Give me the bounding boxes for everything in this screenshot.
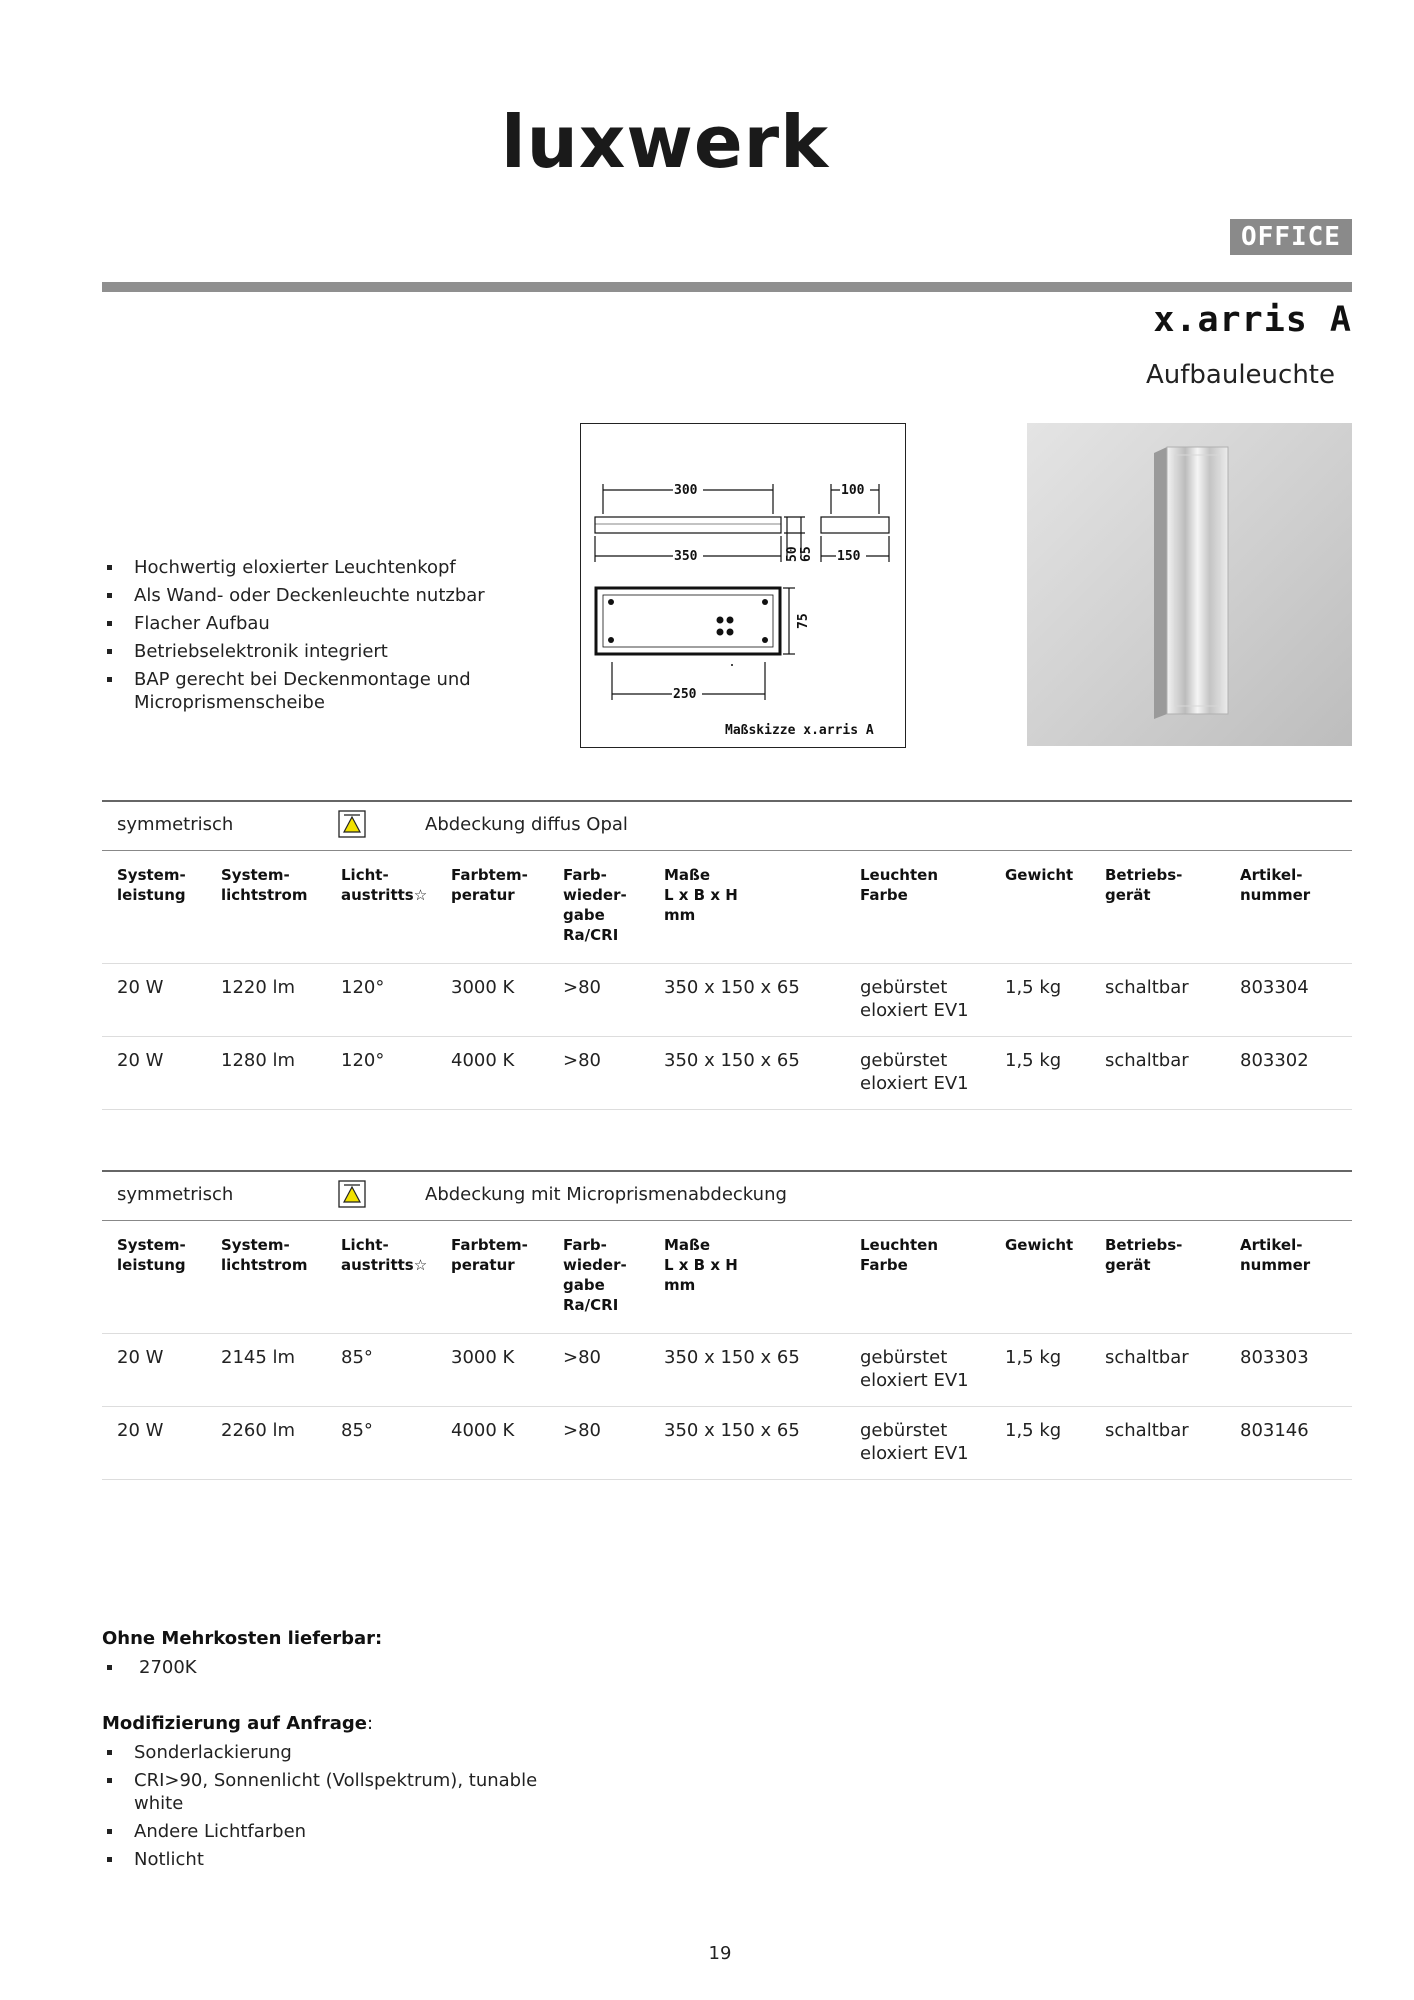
product-table-microprism [102,1170,1352,1480]
col-header: System- lichtstrom [221,1236,308,1274]
cover-label: Abdeckung diffus Opal [425,814,628,835]
col-header: Leuchten Farbe [860,1236,939,1274]
sketch-caption: Maßskizze x.arris A [725,723,874,738]
table-caption-bar [102,1170,1352,1221]
dim-65: 65 [799,546,814,562]
cover-label: Abdeckung mit Microprismenabdeckung [425,1184,787,1205]
dim-75: 75 [796,613,811,629]
cell: schaltbar [1090,1037,1225,1110]
header-divider [102,282,1352,292]
distribution-label: symmetrisch [117,814,234,835]
cell: 350 x 150 x 65 [649,1407,845,1480]
dim-100: 100 [841,483,865,498]
cell: 4000 K [436,1037,548,1110]
table-row [102,1037,1352,1110]
extra-options-heading: Ohne Mehrkosten lieferbar: [102,1628,383,1649]
cell: 1,5 kg [990,1037,1090,1110]
extra-option-item: 2700K [102,1656,542,1679]
col-header: Betriebs- gerät [1105,1236,1183,1274]
table-caption-bar [102,800,1352,851]
cell: gebürstet eloxiert EV1 [845,1407,990,1480]
col-header: Farb- wieder- gabe Ra/CRI [563,866,627,944]
cell: >80 [548,1037,649,1110]
cell: >80 [548,1407,649,1480]
table-header-row [102,1221,1352,1334]
modification-heading [102,1713,373,1734]
modification-item: CRI>90, Sonnenlicht (Vollspektrum), tunable white [102,1769,542,1815]
cell: >80 [548,1334,649,1407]
cell: 350 x 150 x 65 [649,964,845,1037]
cell: 803302 [1225,1037,1352,1110]
dim-150: 150 [837,549,861,564]
feature-item: Hochwertig eloxierter Leuchtenkopf [102,556,542,579]
dim-300: 300 [674,483,698,498]
cell: 120° [326,964,436,1037]
col-header: Gewicht [1005,1236,1074,1254]
cell: 2145 lm [206,1334,326,1407]
luminaire-illustration [1027,423,1352,746]
cell: 120° [326,1037,436,1110]
modification-colon: : [366,1713,374,1734]
cell: 3000 K [436,964,548,1037]
dim-250: 250 [673,687,697,702]
cell: 20 W [102,1037,206,1110]
cell: 803303 [1225,1334,1352,1407]
modification-title: Modifizierung auf Anfrage [102,1713,367,1734]
col-header: Artikel- nummer [1240,1236,1311,1274]
col-header: Maße L x B x H mm [664,866,738,924]
category-badge: OFFICE [1230,219,1352,255]
cell: schaltbar [1090,1407,1225,1480]
table-row [102,1334,1352,1407]
cell: 1,5 kg [990,1407,1090,1480]
cell: 350 x 150 x 65 [649,1037,845,1110]
cell: >80 [548,964,649,1037]
col-header: System- leistung [117,1236,186,1274]
product-table-opal [102,800,1352,1110]
dimension-sketch [580,423,906,748]
table-header-row [102,851,1352,964]
cell: 3000 K [436,1334,548,1407]
product-subtitle: Aufbauleuchte [1146,360,1335,390]
col-header: Artikel- nummer [1240,866,1311,904]
distribution-label: symmetrisch [117,1184,234,1205]
col-header: System- lichtstrom [221,866,308,904]
cell: 20 W [102,1334,206,1407]
cell: 1280 lm [206,1037,326,1110]
extra-options-list [102,1656,542,1684]
col-header: Maße L x B x H mm [664,1236,738,1294]
feature-item: BAP gerecht bei Deckenmontage und Microprismenscheibe [102,668,542,714]
product-title: x.arris A [1153,300,1352,340]
col-header: Farbtem- peratur [451,1236,528,1274]
cell: gebürstet eloxiert EV1 [845,1334,990,1407]
symmetric-beam-icon [338,1180,366,1208]
cell: 85° [326,1334,436,1407]
spec-table [102,1221,1352,1480]
col-header: Licht- austritts☆ [341,1236,428,1274]
modification-item: Andere Lichtfarben [102,1820,542,1843]
cell: gebürstet eloxiert EV1 [845,964,990,1037]
modification-item: Sonderlackierung [102,1741,542,1764]
cell: 20 W [102,964,206,1037]
product-photo [1027,423,1352,746]
col-header: System- leistung [117,866,186,904]
feature-item: Als Wand- oder Deckenleuchte nutzbar [102,584,542,607]
cell: 1,5 kg [990,964,1090,1037]
col-header: Farbtem- peratur [451,866,528,904]
table-row [102,964,1352,1037]
dimension-drawing [581,424,905,747]
cell: 350 x 150 x 65 [649,1334,845,1407]
feature-list [102,556,542,719]
cell: 1220 lm [206,964,326,1037]
cell: schaltbar [1090,1334,1225,1407]
col-header: Licht- austritts☆ [341,866,428,904]
feature-item: Betriebselektronik integriert [102,640,542,663]
cell: schaltbar [1090,964,1225,1037]
dim-350: 350 [674,549,698,564]
table-row [102,1407,1352,1480]
col-header: Gewicht [1005,866,1074,884]
cell: 2260 lm [206,1407,326,1480]
cell: gebürstet eloxiert EV1 [845,1037,990,1110]
col-header: Leuchten Farbe [860,866,939,904]
feature-item: Flacher Aufbau [102,612,542,635]
cell: 803304 [1225,964,1352,1037]
modification-list [102,1741,542,1876]
cell: 85° [326,1407,436,1480]
col-header: Betriebs- gerät [1105,866,1183,904]
dim-50: 50 [785,546,800,562]
cell: 1,5 kg [990,1334,1090,1407]
cell: 20 W [102,1407,206,1480]
page-number: 19 [708,1943,732,1964]
modification-item: Notlicht [102,1848,542,1871]
cell: 803146 [1225,1407,1352,1480]
col-header: Farb- wieder- gabe Ra/CRI [563,1236,627,1314]
symmetric-beam-icon [338,810,366,838]
cell: 4000 K [436,1407,548,1480]
brand-logo: luxwerk [500,100,830,184]
spec-table [102,851,1352,1110]
